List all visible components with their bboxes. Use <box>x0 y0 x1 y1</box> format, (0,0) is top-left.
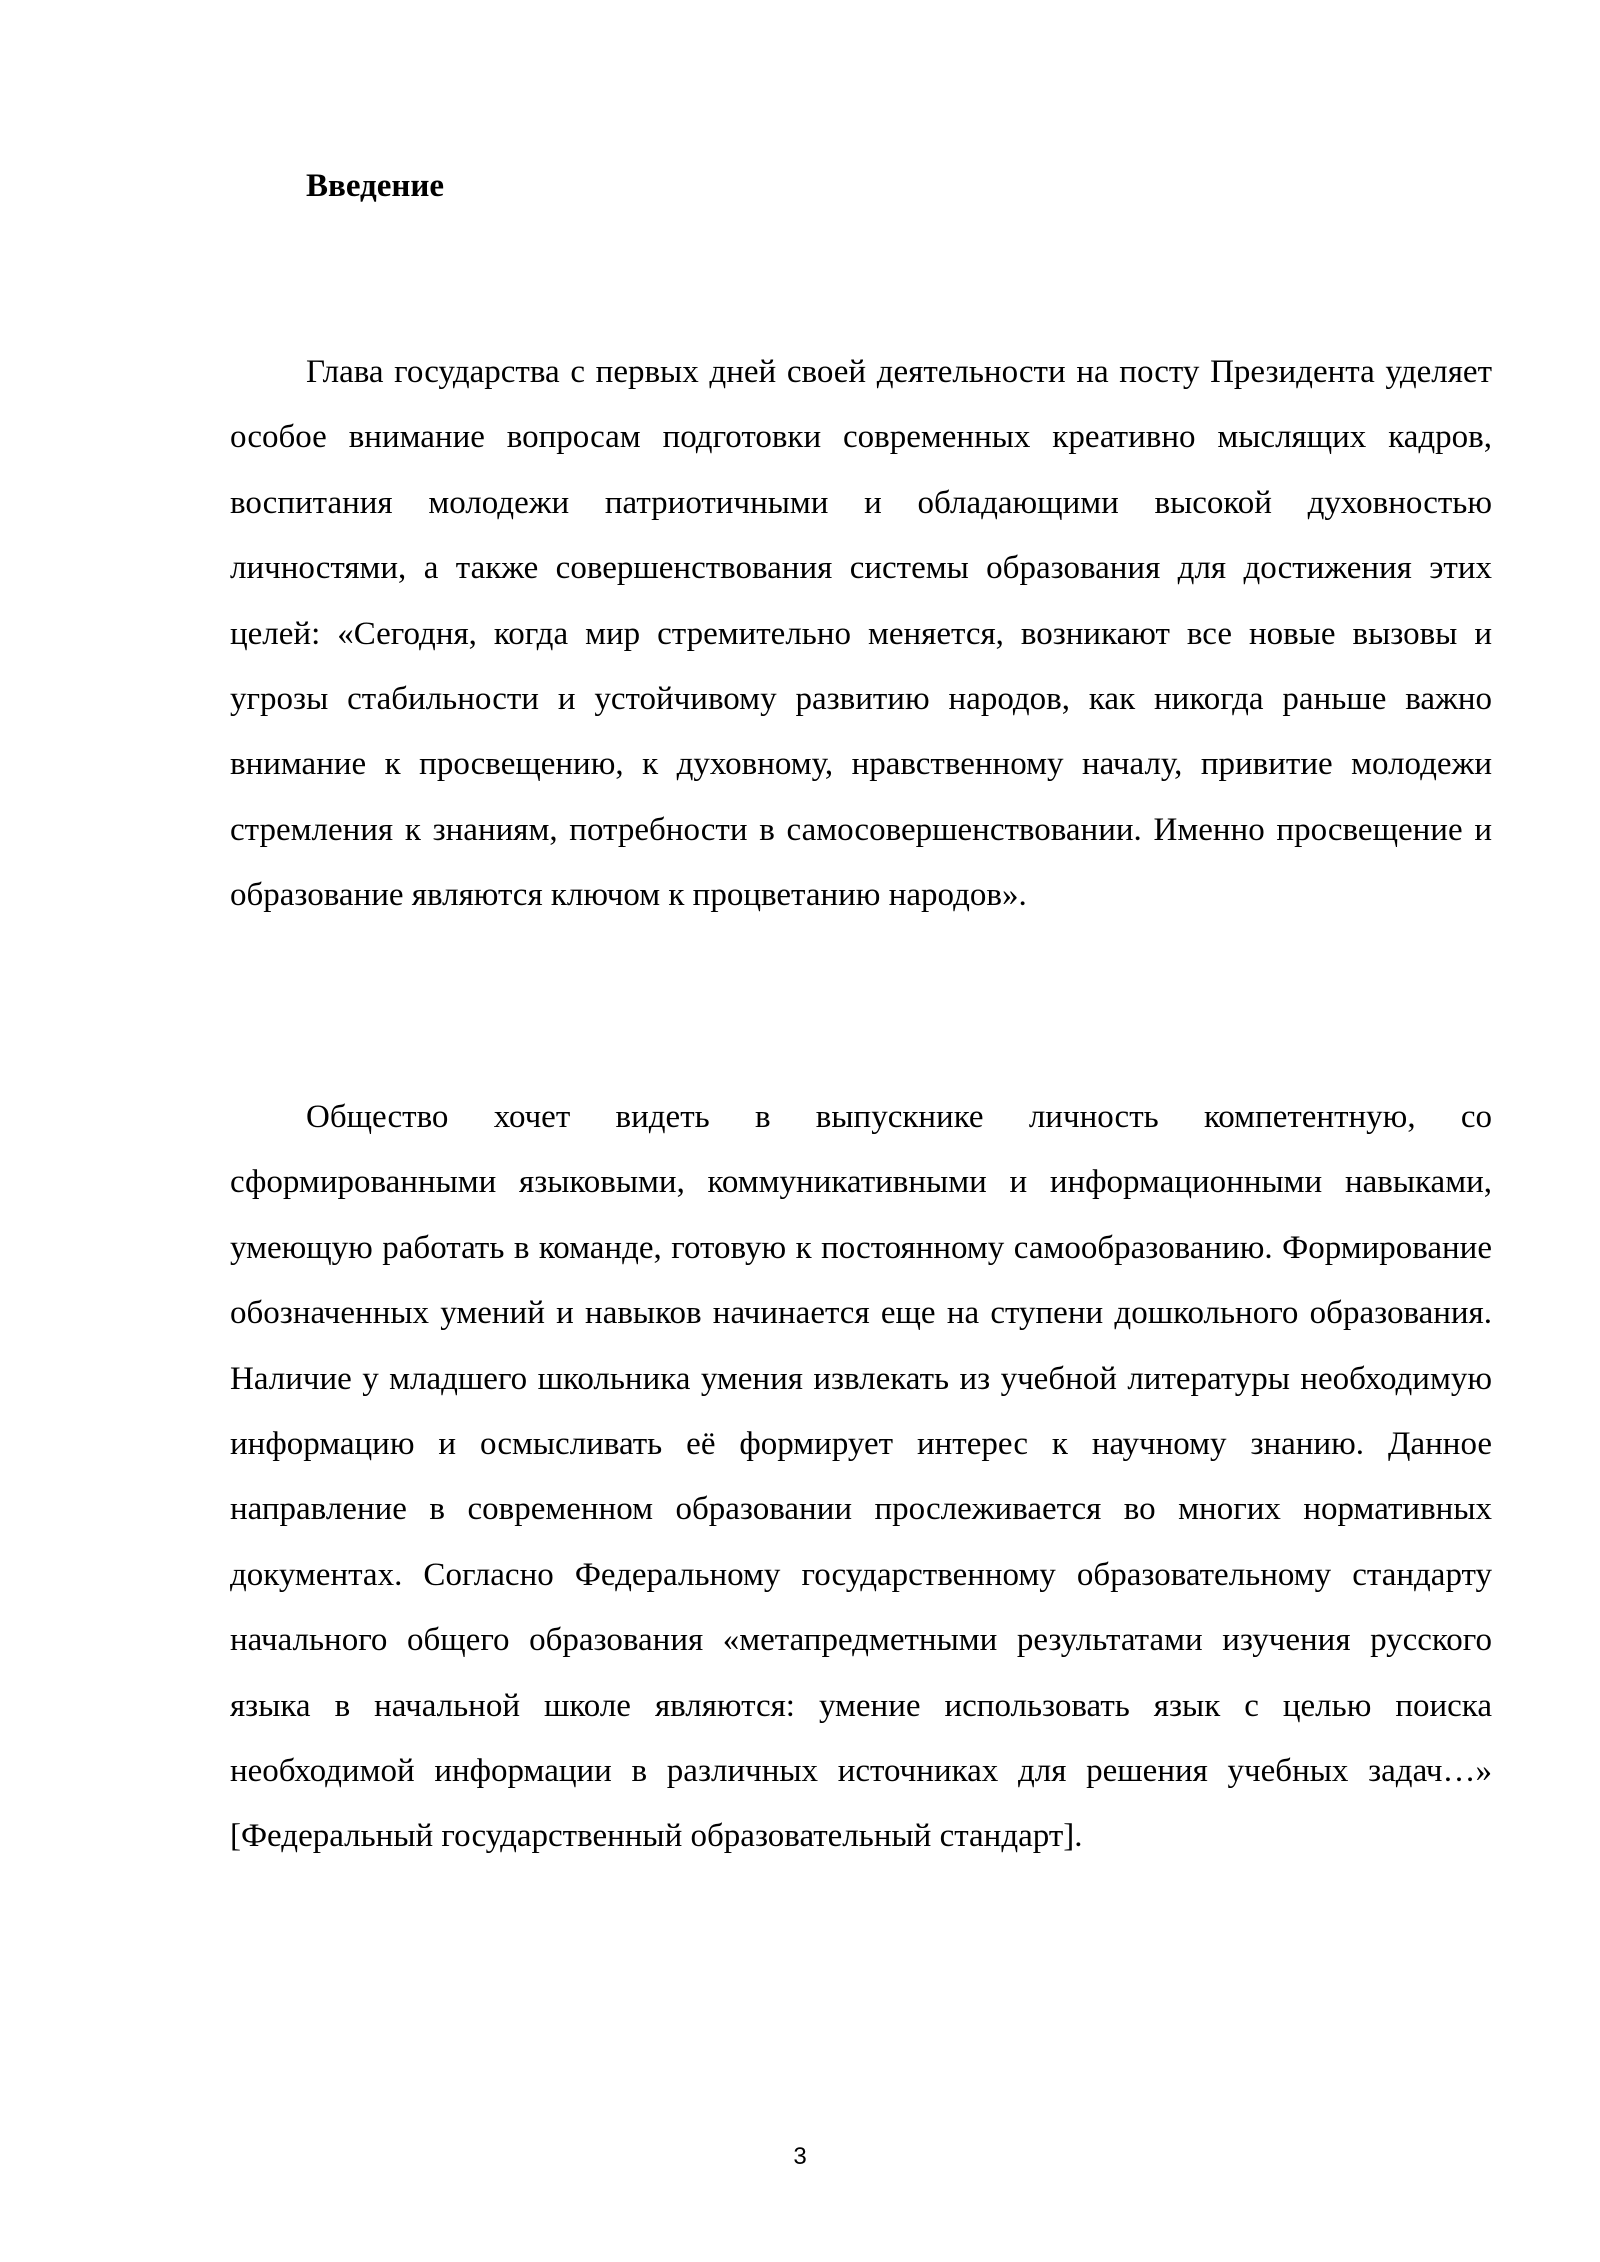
page-number: 3 <box>793 2143 807 2170</box>
section-heading: Введение <box>306 168 445 204</box>
paragraph-1: Глава государства с первых дней своей деятельности на посту Президента уделяет особое внимание вопросам подготовки современных креативно мыслящих кадров, воспитания молодежи патриотичными и обладающими высокой духовностью личностями, а также совершенствования системы образования для достижения этих целей: «Сегодня, когда мир стремительно меняется, возникают все новые вызовы и угрозы стабильности и устойчивому развитию народов, как никогда раньше важно внимание к просвещению, к духовному, нравственному началу, привитие молодежи стремления к знаниям, потребности в самосовершенствовании. Именно просвещение и образование являются ключом к процветанию народов». <box>230 354 1492 914</box>
paragraph-2: Общество хочет видеть в выпускнике личность компетентную, со сформированными языковыми, коммуникативными и информационными навыками, умеющую работать в команде, готовую к постоянному самообразованию. Формирование обозначенных умений и навыков начинается еще на ступени дошкольного образования. Наличие у младшего школьника умения извлекать из учебной литературы необходимую информацию и осмысливать её формирует интерес к научному знанию. Данное направление в современном образовании прослеживается во многих нормативных документах. Согласно Федеральному государственному образовательному стандарту начального общего образования «метапредметными результатами изучения русского языка в начальной школе являются: умение использовать язык с целью поиска необходимой информации в различных источниках для решения учебных задач…» [Федеральный государственный образовательный стандарт]. <box>230 1099 1492 1855</box>
